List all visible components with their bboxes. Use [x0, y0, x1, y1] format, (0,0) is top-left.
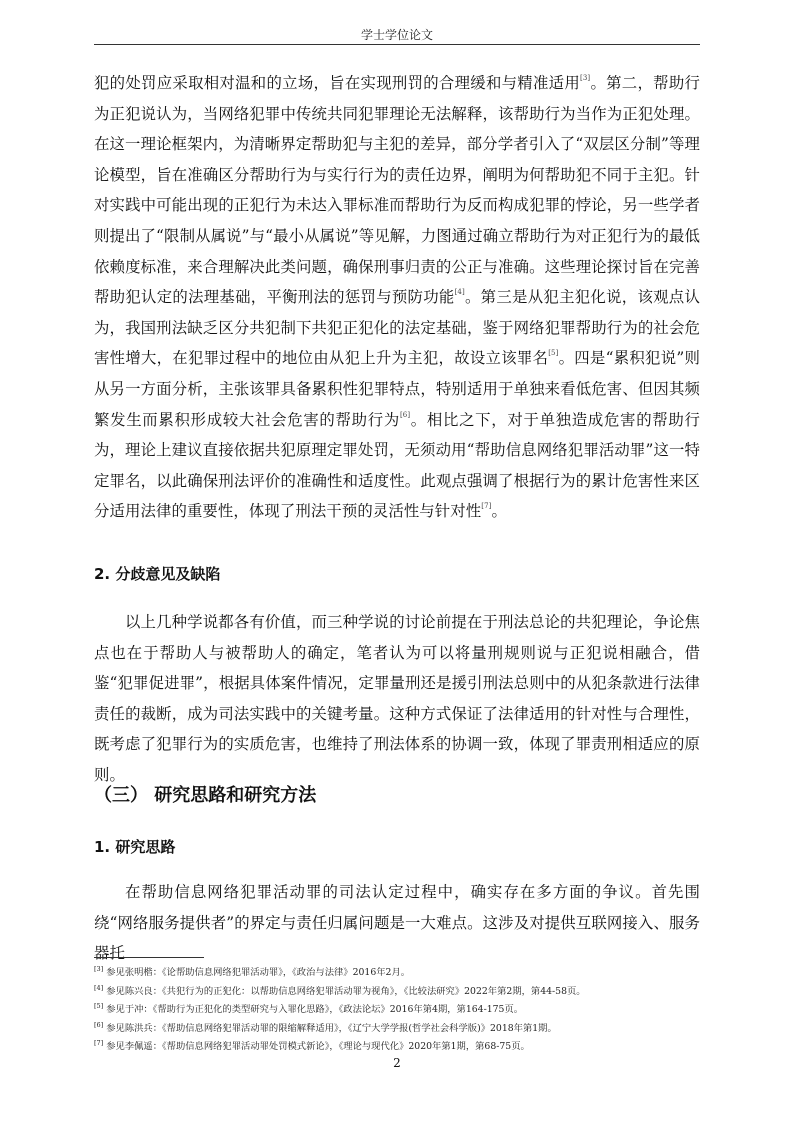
- footnote-mark: [4]: [94, 983, 104, 992]
- body-paragraph-disagreement: 以上几种学说都各有价值，而三种学说的讨论前提在于刑法总论的共犯理论，争论焦点也在于帮助人与被帮助人的确定，笔者认为可以将量刑规则说与正犯说相融合，借鉴“犯罪促进罪”，根据具体案件情况，定罪量刑还是援引刑法总则中的从犯条款进行法律责任的裁断，成为司法实践中的关键考量。这种方式保证了法律适用的针对性与合理性，既考虑了犯罪行为的实质危害，也维持了刑法体系的协调一致，体现了罪责刑相适应的原则。: [94, 613, 700, 784]
- footnote: [94, 1036, 714, 1055]
- footnote: [94, 999, 714, 1018]
- footnote-text: 参见于冲：《帮助行为正犯化的类型研究与入罪化思路》，《政法论坛》2016年第4期，第164-175页。: [106, 1004, 524, 1016]
- footnote-ref[interactable]: [5]: [548, 349, 559, 358]
- footnote-text: 参见张明楷：《论帮助信息网络犯罪活动罪》，《政治与法律》2016年2月。: [106, 967, 411, 978]
- footnote-ref[interactable]: [6]: [399, 410, 411, 419]
- paragraph-text: 。第三是从犯主犯化说，该观点认为，我国刑法缺乏区分共犯制下共犯正犯化的法定基础，鉴于网络犯罪帮助行为的社会危害性增大，在犯罪过程中的地位由从犯上升为主犯，故设立该罪名: [94, 288, 700, 368]
- footnote-ref[interactable]: [7]: [481, 502, 492, 511]
- footnote-ref[interactable]: [4]: [454, 288, 465, 297]
- body-paragraph-theories: [94, 68, 700, 527]
- paragraph-text: 。四是“累积犯说”则从另一方面分析，主张该罪具备累积性犯罪特点，特别适用于单独来看低危害、但因其频繁发生而累积形成较大社会危害的帮助行为: [94, 349, 700, 429]
- footnote: [94, 1018, 714, 1037]
- footnote: [94, 962, 714, 981]
- footnote-text: 参见陈洪兵：《帮助信息网络犯罪活动罪的限缩解释适用》，《辽宁大学学报(哲学社会科学版)》2018年第1期。: [106, 1022, 557, 1034]
- footnote-mark: [6]: [94, 1020, 104, 1029]
- header-divider: [94, 44, 700, 45]
- subsection-heading-disagreement: 2. 分歧意见及缺陷: [94, 565, 221, 583]
- footnote-mark: [5]: [94, 1002, 104, 1011]
- footnote-divider: [94, 957, 204, 958]
- paragraph-text: 犯的处罚应采取相对温和的立场，旨在实现刑罚的合理缓和与精准适用: [94, 74, 581, 92]
- paragraph-text: 。: [491, 502, 507, 521]
- page-number: 2: [393, 1056, 401, 1070]
- footnotes: [94, 962, 714, 1055]
- footnote: [94, 981, 714, 1000]
- subsection-heading-approach: 1. 研究思路: [94, 838, 176, 856]
- running-header: 学士学位论文: [360, 28, 433, 42]
- footnote-ref[interactable]: [3]: [580, 74, 591, 82]
- footnote-text: 参见李佩遥：《帮助信息网络犯罪活动罪处罚模式新论》，《理论与现代化》2020年第1期，第68-75页。: [106, 1041, 530, 1053]
- section-heading-research: （三） 研究思路和研究方法: [94, 785, 317, 806]
- footnote-mark: [3]: [94, 965, 104, 973]
- body-paragraph-approach: 在帮助信息网络犯罪活动罪的司法认定过程中，确实存在多方面的争议。首先围绕“网络服务提供者”的界定与责任归属问题是一大难点。这涉及对提供互联网接入、服务器托: [94, 883, 700, 963]
- footnote-mark: [7]: [94, 1039, 104, 1048]
- footnote-text: 参见陈兴良：《共犯行为的正犯化：以帮助信息网络犯罪活动罪为视角》，《比较法研究》2022年第2期，第44-58页。: [106, 985, 586, 997]
- paragraph-text: 。第二，帮助行为正犯说认为，当网络犯罪中传统共同犯罪理论无法解释，该帮助行为当作为正犯处理。在这一理论框架内，为清晰界定帮助犯与主犯的差异，部分学者引入了“双层区分制”等理论模型，旨在准确区分帮助行为与实行行为的责任边界，阐明为何帮助犯不同于主犯。针对实践中可能出现的正犯行为未达入罪标准而帮助行为反而构成犯罪的悖论，另一些学者则提出了“限制从属说”与“最小从属说”等见解，力图通过确立帮助行为对正犯行为的最低依赖度标准，来合理解决此类问题，确保刑事归责的公正与准确。这些理论探讨旨在完善帮助犯认定的法理基础，平衡刑法的惩罚与预防功能: [94, 74, 700, 307]
- paragraph-text: 。相比之下，对于单独造成危害的帮助行为，理论上建议直接依据共犯原理定罪处罚，无须动用“帮助信息网络犯罪活动罪”这一特定罪名，以此确保刑法评价的准确性和适度性。此观点强调了根据行为的累计危害性来区分适用法律的重要性，体现了刑法干预的灵活性与针对性: [94, 410, 700, 521]
